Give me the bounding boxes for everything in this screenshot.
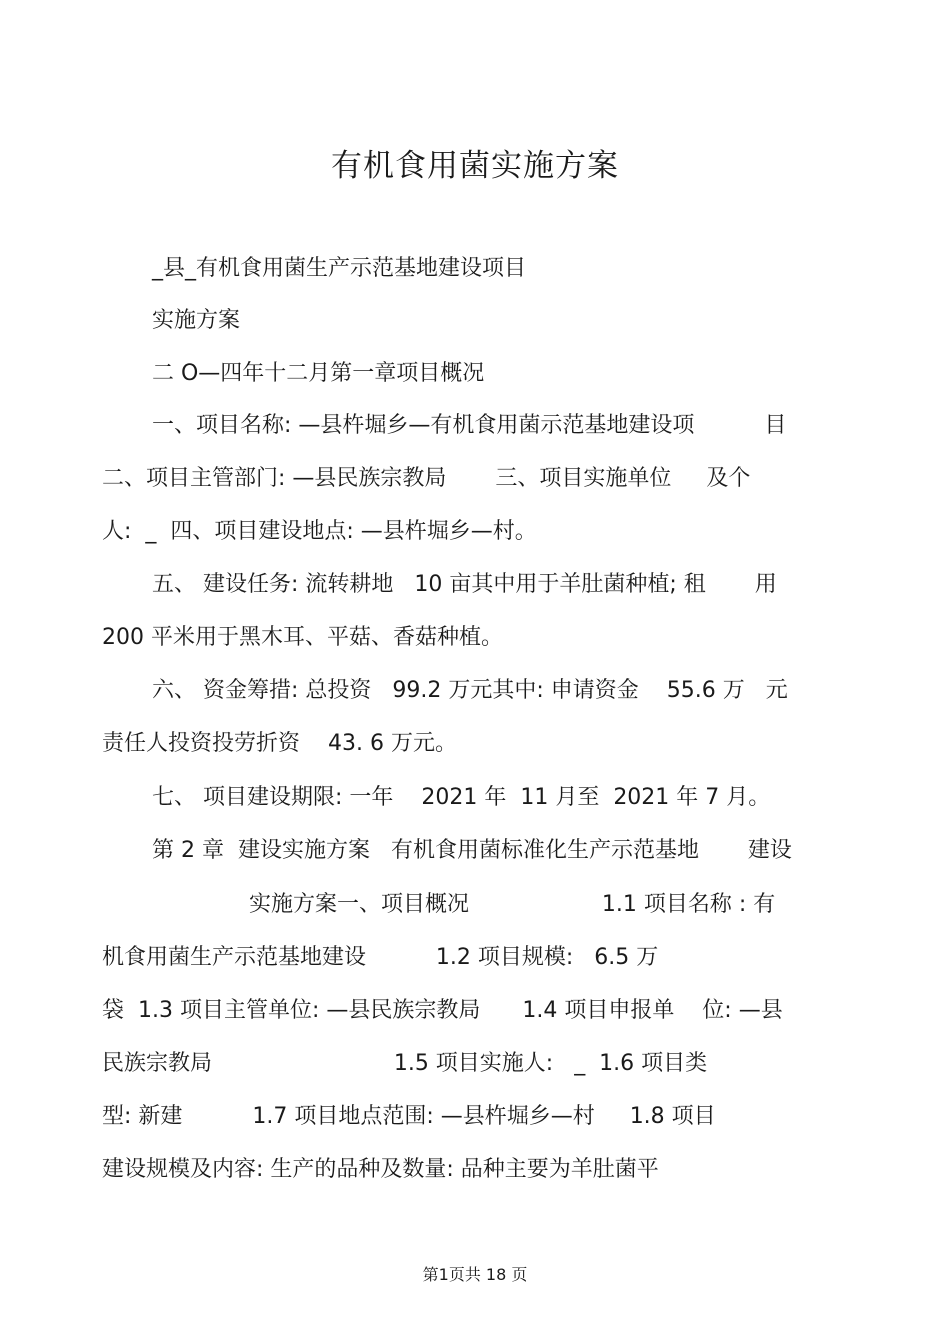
body-line: _县_有机食用菌生产示范基地建设项目	[152, 256, 527, 281]
body-line: 二、项目主管部门: —县民族宗教局 三、项目实施单位 及个	[102, 466, 751, 491]
page-footer: 第1页共 18 页	[422, 1265, 528, 1284]
body-line: 一、项目名称: —县杵堀乡—有机食用菌示范基地建设项 目	[152, 413, 787, 438]
body-line: 实施方案一、项目概况 1.1 项目名称 : 有	[249, 892, 776, 917]
body-line: 实施方案	[152, 308, 241, 333]
body-line: 人: _ 四、项目建设地点: —县杵堀乡—村。	[102, 519, 537, 544]
body-line: 民族宗教局 1.5 项目实施人: _ 1.6 项目类	[102, 1051, 708, 1076]
body-line: 机食用菌生产示范基地建设 1.2 项目规模: 6.5 万	[102, 945, 659, 970]
body-line: 第 2 章 建设实施方案 有机食用菌标准化生产示范基地 建设	[152, 838, 792, 863]
body-line: 责任人投资投劳折资 43. 6 万元。	[102, 731, 457, 756]
body-line: 袋 1.3 项目主管单位: —县民族宗教局 1.4 项目申报单 位: —县	[102, 998, 783, 1023]
body-line: 二 O—四年十二月第一章项目概况	[152, 361, 485, 386]
body-line: 七、 项目建设期限: 一年 2021 年 11 月至 2021 年 7 月。	[152, 785, 771, 810]
body-line: 建设规模及内容: 生产的品种及数量: 品种主要为羊肚菌平	[102, 1157, 659, 1182]
document-title: 有机食用菌实施方案	[331, 148, 619, 184]
body-line: 五、 建设任务: 流转耕地 10 亩其中用于羊肚菌种植; 租 用	[152, 572, 777, 597]
body-line: 型: 新建 1.7 项目地点范围: —县杵堀乡—村 1.8 项目	[102, 1104, 716, 1129]
body-line: 六、 资金筹措: 总投资 99.2 万元其中: 申请资金 55.6 万 元	[152, 678, 788, 703]
body-line: 200 平米用于黑木耳、平菇、香菇种植。	[102, 625, 503, 650]
